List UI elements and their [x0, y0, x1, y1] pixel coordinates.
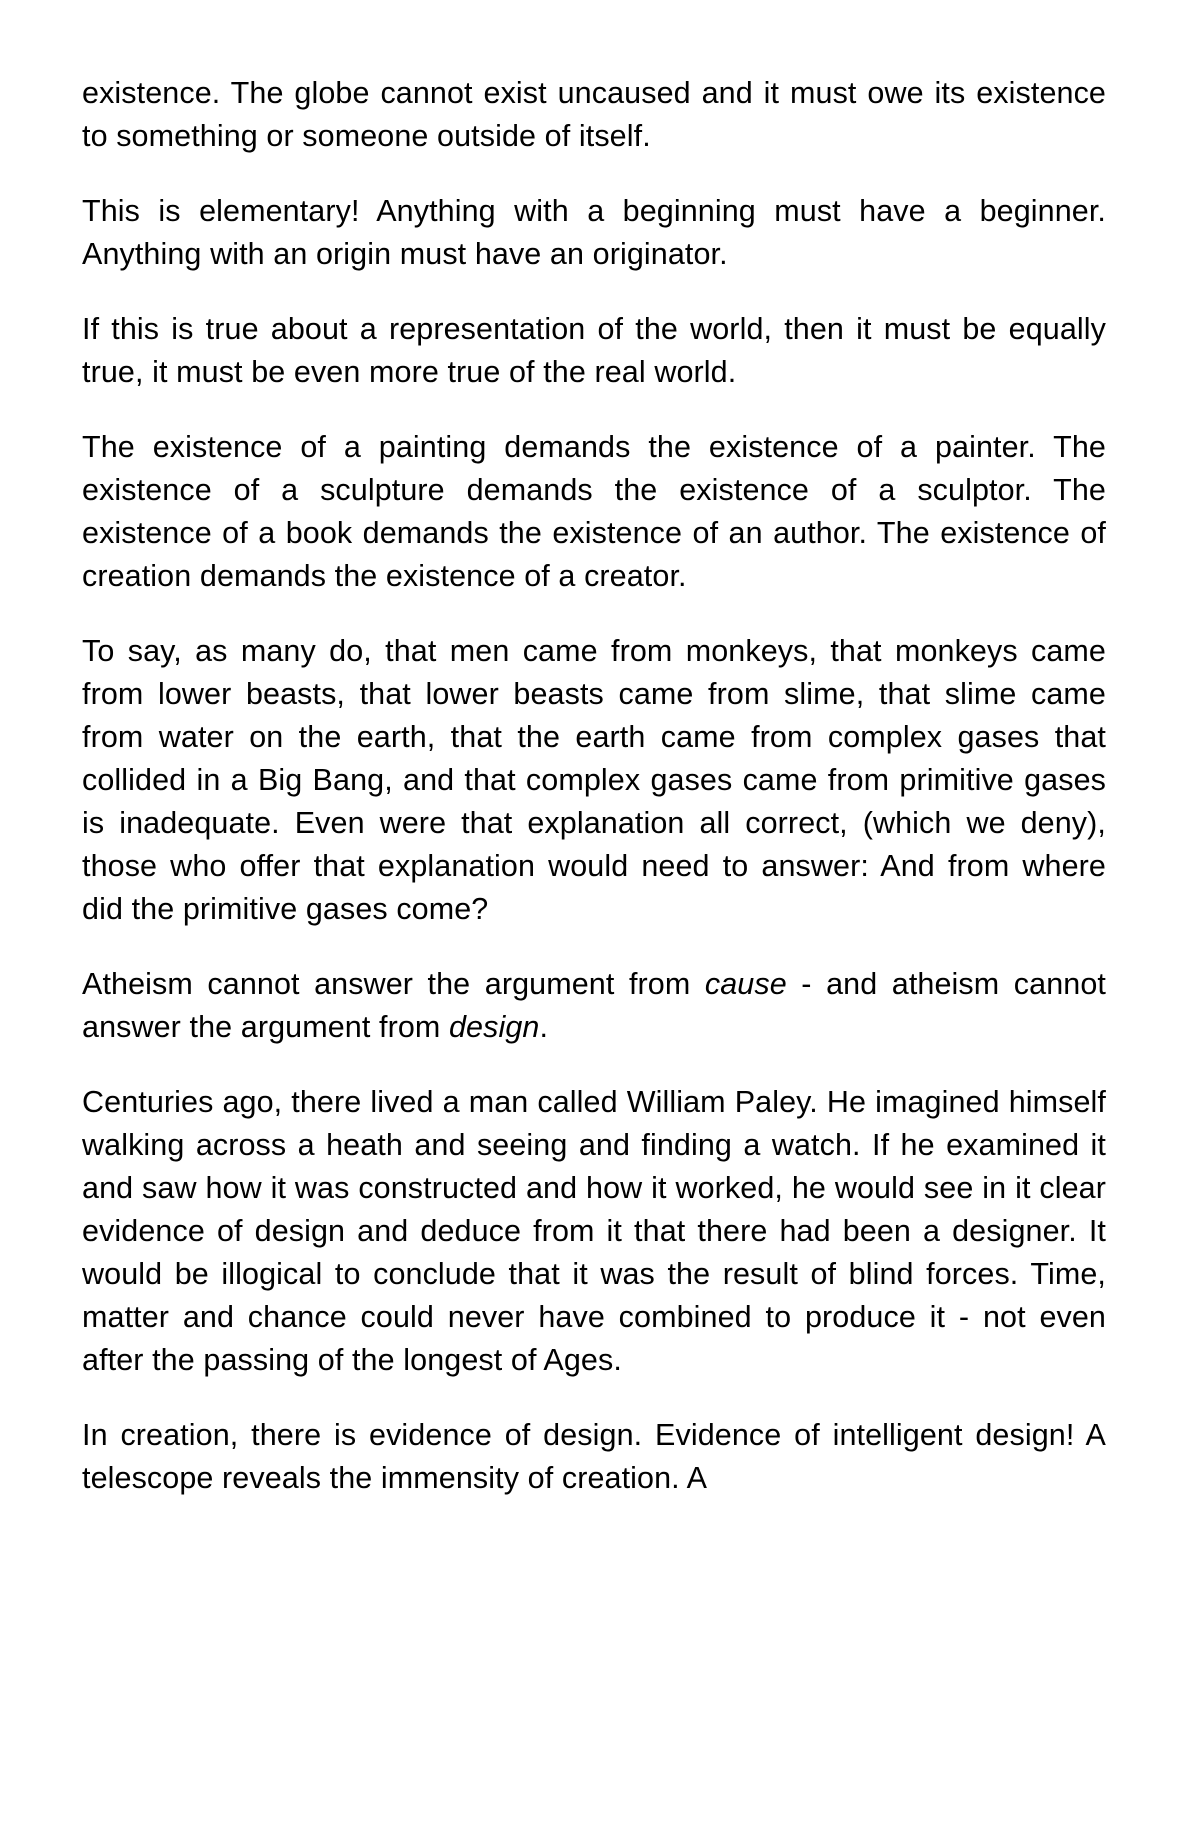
paragraph-4: The existence of a painting demands the existence of a painter. The existence of a sculpture demands the existence of a sculptor. The existence of a book demands the existence of an author. The existence of creation demands the existence of a creator.	[82, 430, 1106, 593]
paragraph-6-emphasis-design: design	[448, 1010, 540, 1044]
document-body	[82, 72, 1106, 1500]
paragraph-2: This is elementary! Anything with a beginning must have a beginner. Anything with an origin must have an originator.	[82, 194, 1106, 271]
paragraph-6-segment-1: Atheism cannot answer the argument from	[82, 967, 705, 1001]
paragraph-3: If this is true about a representation of the world, then it must be equally true, it must be even more true of the real world.	[82, 312, 1106, 389]
paragraph-6	[82, 963, 1106, 1049]
paragraph-6-emphasis-cause: cause	[704, 967, 787, 1001]
paragraph-8: In creation, there is evidence of design. Evidence of intelligent design! A telescope reveals the immensity of creation. A	[82, 1418, 1106, 1495]
paragraph-1: existence. The globe cannot exist uncaused and it must owe its existence to something or someone outside of itself.	[82, 76, 1106, 153]
paragraph-6-segment-3: .	[539, 1010, 549, 1044]
paragraph-5: To say, as many do, that men came from monkeys, that monkeys came from lower beasts, that lower beasts came from slime, that slime came from water on the earth, that the earth came from complex gases that collided in a Big Bang, and that complex gases came from primitive gases is inadequate. Even were that explanation all correct, (which we deny), those who offer that explanation would need to answer: And from where did the primitive gases come?	[82, 634, 1106, 926]
paragraph-7: Centuries ago, there lived a man called William Paley. He imagined himself walking across a heath and seeing and finding a watch. If he examined it and saw how it was constructed and how it worked, he would see in it clear evidence of design and deduce from it that there had been a designer. It would be illogical to conclude that it was the result of blind forces. Time, matter and chance could never have combined to produce it - not even after the passing of the longest of Ages.	[82, 1085, 1106, 1377]
paragraph-6-segment-2: - and atheism cannot answer the argument from	[82, 967, 1106, 1044]
